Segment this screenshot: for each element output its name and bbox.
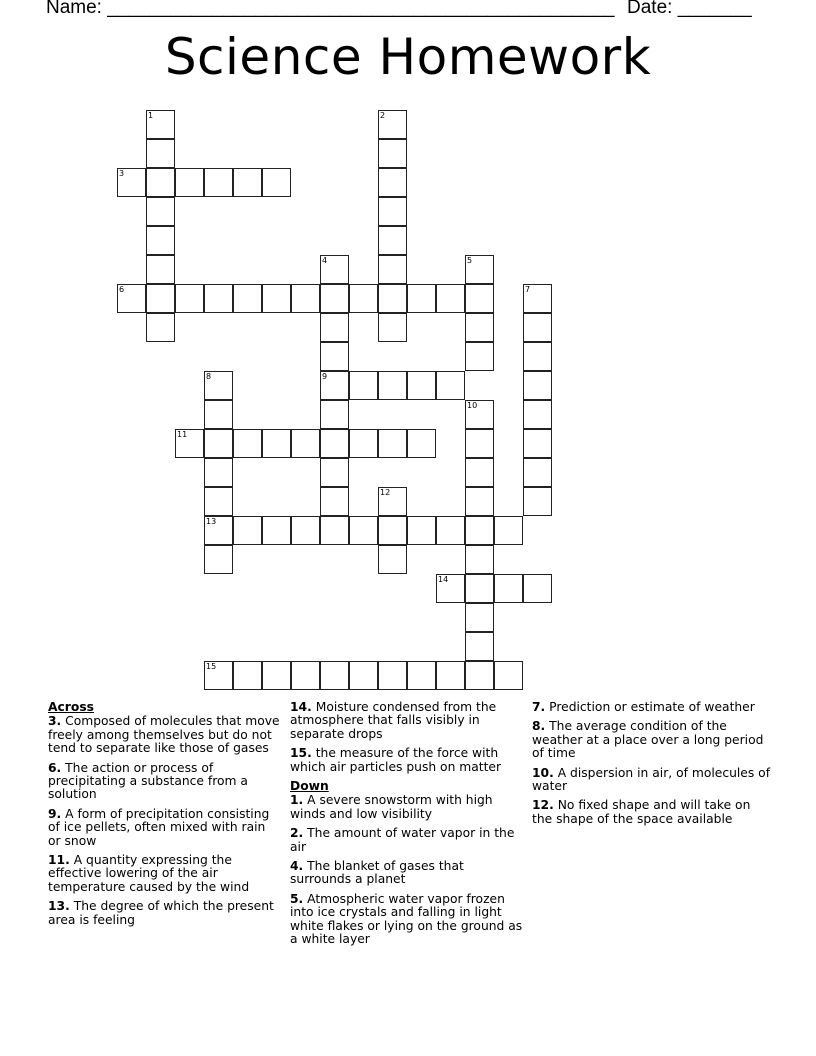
- clue-number: 14.: [290, 700, 312, 714]
- clue-number: 12.: [532, 798, 554, 813]
- clue-text: Moisture condensed from the atmosphere that falls visibly in separate drops: [290, 700, 497, 741]
- grid-cell[interactable]: [320, 255, 349, 284]
- date-field-label: Date: _______: [627, 0, 752, 18]
- grid-cell[interactable]: [146, 226, 175, 255]
- grid-cell[interactable]: [291, 516, 320, 545]
- grid-cell[interactable]: [146, 284, 175, 313]
- clue-text: The average condition of the weather at a place over a long period of time: [532, 719, 764, 761]
- grid-cell[interactable]: [436, 371, 465, 400]
- clue-number: 4.: [290, 859, 304, 874]
- grid-cell[interactable]: [146, 313, 175, 342]
- grid-cell[interactable]: [378, 661, 407, 690]
- grid-cell[interactable]: [320, 429, 349, 458]
- grid-cell[interactable]: [146, 197, 175, 226]
- clue-across-11: [48, 854, 280, 894]
- clue-number-label: 5: [467, 256, 473, 265]
- grid-cell[interactable]: [407, 516, 436, 545]
- grid-cell[interactable]: [436, 284, 465, 313]
- clue-number-label: 3: [119, 169, 125, 178]
- clue-number: 8.: [532, 719, 546, 734]
- grid-cell[interactable]: [465, 603, 494, 632]
- grid-cell[interactable]: [233, 516, 262, 545]
- clue-number: 1.: [290, 793, 304, 808]
- clue-down-1: [290, 794, 526, 821]
- clue-number-label: 12: [380, 488, 391, 497]
- grid-cell[interactable]: [117, 284, 146, 313]
- grid-cell[interactable]: [465, 458, 494, 487]
- grid-cell[interactable]: [320, 458, 349, 487]
- grid-cell[interactable]: [204, 400, 233, 429]
- grid-cell[interactable]: [523, 574, 552, 603]
- grid-cell[interactable]: [320, 400, 349, 429]
- clue-down-4: [290, 860, 526, 887]
- grid-cell[interactable]: [465, 545, 494, 574]
- clue-across-14: [290, 701, 526, 741]
- grid-cell[interactable]: [233, 661, 262, 690]
- clue-down-12: [532, 799, 772, 826]
- grid-cell[interactable]: [262, 429, 291, 458]
- grid-cell[interactable]: [407, 429, 436, 458]
- grid-cell[interactable]: [378, 313, 407, 342]
- grid-cell[interactable]: [175, 284, 204, 313]
- grid-cell[interactable]: [465, 429, 494, 458]
- grid-cell[interactable]: [320, 516, 349, 545]
- grid-cell[interactable]: [262, 284, 291, 313]
- grid-cell[interactable]: [378, 516, 407, 545]
- grid-cell[interactable]: [204, 661, 233, 690]
- clue-number: 5.: [290, 891, 304, 906]
- grid-cell[interactable]: [262, 661, 291, 690]
- down-heading: Down: [290, 779, 329, 794]
- clue-number-label: 9: [322, 372, 328, 381]
- grid-cell[interactable]: [320, 487, 349, 516]
- clue-down-5: [290, 893, 526, 947]
- grid-cell[interactable]: [436, 516, 465, 545]
- clue-text: A dispersion in air, of molecules of water: [532, 765, 771, 794]
- grid-cell[interactable]: [465, 342, 494, 371]
- clue-text: the measure of the force with which air particles push on matter: [290, 746, 502, 774]
- grid-cell[interactable]: [465, 313, 494, 342]
- grid-cell[interactable]: [378, 255, 407, 284]
- grid-cell[interactable]: [233, 429, 262, 458]
- clue-number: 6.: [48, 760, 62, 775]
- clue-text: A quantity expressing the effective lowering of the air temperature caused by the wind: [48, 853, 250, 894]
- clue-number: 10.: [532, 765, 554, 780]
- grid-cell[interactable]: [320, 661, 349, 690]
- grid-cell[interactable]: [204, 371, 233, 400]
- grid-cell[interactable]: [175, 429, 204, 458]
- grid-cell[interactable]: [320, 342, 349, 371]
- clue-across-3: [48, 715, 280, 755]
- grid-cell[interactable]: [204, 487, 233, 516]
- clues-column-2: [290, 701, 526, 953]
- clue-text: A form of precipitation consisting of ice pellets, often mixed with rain or snow: [48, 806, 270, 848]
- grid-cell[interactable]: [204, 516, 233, 545]
- grid-cell[interactable]: [320, 284, 349, 313]
- grid-cell[interactable]: [436, 574, 465, 603]
- grid-cell[interactable]: [233, 168, 262, 197]
- grid-cell[interactable]: [204, 284, 233, 313]
- grid-cell[interactable]: [349, 284, 378, 313]
- grid-cell[interactable]: [465, 516, 494, 545]
- clue-down-8: [532, 720, 772, 760]
- clues-column-1: [48, 701, 280, 933]
- grid-cell[interactable]: [378, 284, 407, 313]
- grid-cell[interactable]: [291, 429, 320, 458]
- grid-cell[interactable]: [291, 661, 320, 690]
- clue-number-label: 15: [206, 662, 217, 671]
- grid-cell[interactable]: [349, 371, 378, 400]
- grid-cell[interactable]: [204, 458, 233, 487]
- grid-cell[interactable]: [204, 429, 233, 458]
- grid-cell[interactable]: [175, 168, 204, 197]
- clue-across-9: [48, 808, 280, 848]
- grid-cell[interactable]: [465, 400, 494, 429]
- clue-number-label: 13: [206, 517, 217, 526]
- clue-down-7: [532, 701, 772, 714]
- grid-cell[interactable]: [407, 284, 436, 313]
- grid-cell[interactable]: [378, 429, 407, 458]
- grid-cell[interactable]: [291, 284, 320, 313]
- clue-number: 2.: [290, 826, 304, 841]
- grid-cell[interactable]: [523, 284, 552, 313]
- grid-cell[interactable]: [378, 197, 407, 226]
- grid-cell[interactable]: [465, 284, 494, 313]
- clue-text: No fixed shape and will take on the shape of the space available: [532, 798, 751, 826]
- name-field-label: Name: ________________________________________________: [46, 0, 615, 18]
- grid-cell[interactable]: [146, 110, 175, 139]
- grid-cell[interactable]: [523, 429, 552, 458]
- grid-cell[interactable]: [378, 110, 407, 139]
- grid-cell[interactable]: [407, 661, 436, 690]
- clue-text: The action or process of precipitating a substance from a solution: [48, 760, 248, 802]
- grid-cell[interactable]: [378, 139, 407, 168]
- clue-number: 11.: [48, 853, 70, 868]
- clue-number-label: 10: [467, 401, 478, 410]
- grid-cell[interactable]: [465, 255, 494, 284]
- grid-cell[interactable]: [436, 661, 465, 690]
- clue-number-label: 1: [148, 111, 154, 120]
- page-title: Science Homework: [164, 28, 652, 86]
- grid-cell[interactable]: [146, 168, 175, 197]
- grid-cell[interactable]: [146, 139, 175, 168]
- grid-cell[interactable]: [523, 342, 552, 371]
- clue-number-label: 7: [525, 285, 531, 294]
- clue-text: A severe snowstorm with high winds and low visibility: [290, 793, 493, 821]
- grid-cell[interactable]: [378, 371, 407, 400]
- grid-cell[interactable]: [349, 429, 378, 458]
- clue-number: 15.: [290, 746, 312, 761]
- grid-cell[interactable]: [465, 574, 494, 603]
- clue-down-2: [290, 827, 526, 854]
- clue-number: 9.: [48, 806, 62, 821]
- grid-cell[interactable]: [378, 168, 407, 197]
- clue-number-label: 2: [380, 111, 386, 120]
- grid-cell[interactable]: [494, 574, 523, 603]
- grid-cell[interactable]: [465, 661, 494, 690]
- grid-cell[interactable]: [494, 661, 523, 690]
- grid-cell[interactable]: [233, 284, 262, 313]
- clue-number-label: 14: [438, 575, 449, 584]
- clue-text: Atmospheric water vapor frozen into ice crystals and falling in light white flakes or lying on the ground as a white layer: [290, 891, 523, 947]
- clue-number-label: 4: [322, 256, 328, 265]
- clue-number-label: 8: [206, 372, 212, 381]
- grid-cell[interactable]: [204, 168, 233, 197]
- grid-cell[interactable]: [378, 226, 407, 255]
- clues-column-3: [532, 701, 772, 832]
- grid-cell[interactable]: [204, 545, 233, 574]
- clue-text: The blanket of gases that surrounds a planet: [290, 859, 464, 887]
- grid-cell[interactable]: [523, 487, 552, 516]
- grid-cell[interactable]: [320, 313, 349, 342]
- clue-number: 3.: [48, 714, 62, 729]
- grid-cell[interactable]: [262, 516, 291, 545]
- grid-cell[interactable]: [465, 632, 494, 661]
- grid-cell[interactable]: [146, 255, 175, 284]
- clue-text: Prediction or estimate of weather: [545, 700, 755, 714]
- grid-cell[interactable]: [117, 168, 146, 197]
- clue-text: The amount of water vapor in the air: [290, 826, 515, 854]
- clue-across-6: [48, 762, 280, 802]
- clue-number-label: 6: [119, 285, 125, 294]
- grid-cell[interactable]: [523, 400, 552, 429]
- clue-down-10: [532, 767, 772, 794]
- clue-number-label: 11: [177, 430, 188, 439]
- clue-number: 7.: [532, 700, 546, 714]
- clue-across-15: [290, 747, 526, 774]
- grid-cell[interactable]: [523, 313, 552, 342]
- grid-cell[interactable]: [465, 487, 494, 516]
- grid-cell[interactable]: [262, 168, 291, 197]
- grid-cell[interactable]: [407, 371, 436, 400]
- grid-cell[interactable]: [378, 545, 407, 574]
- grid-cell[interactable]: [378, 487, 407, 516]
- clue-number: 13.: [48, 899, 70, 914]
- across-heading: Across: [48, 700, 94, 714]
- clue-text: Composed of molecules that move freely among themselves but do not tend to separate like those of gases: [48, 714, 280, 756]
- clue-across-13: [48, 900, 280, 927]
- grid-cell[interactable]: [523, 458, 552, 487]
- grid-cell[interactable]: [320, 371, 349, 400]
- clue-text: The degree of which the present area is feeling: [48, 899, 274, 927]
- grid-cell[interactable]: [349, 661, 378, 690]
- grid-cell[interactable]: [494, 516, 523, 545]
- grid-cell[interactable]: [523, 371, 552, 400]
- grid-cell[interactable]: [349, 516, 378, 545]
